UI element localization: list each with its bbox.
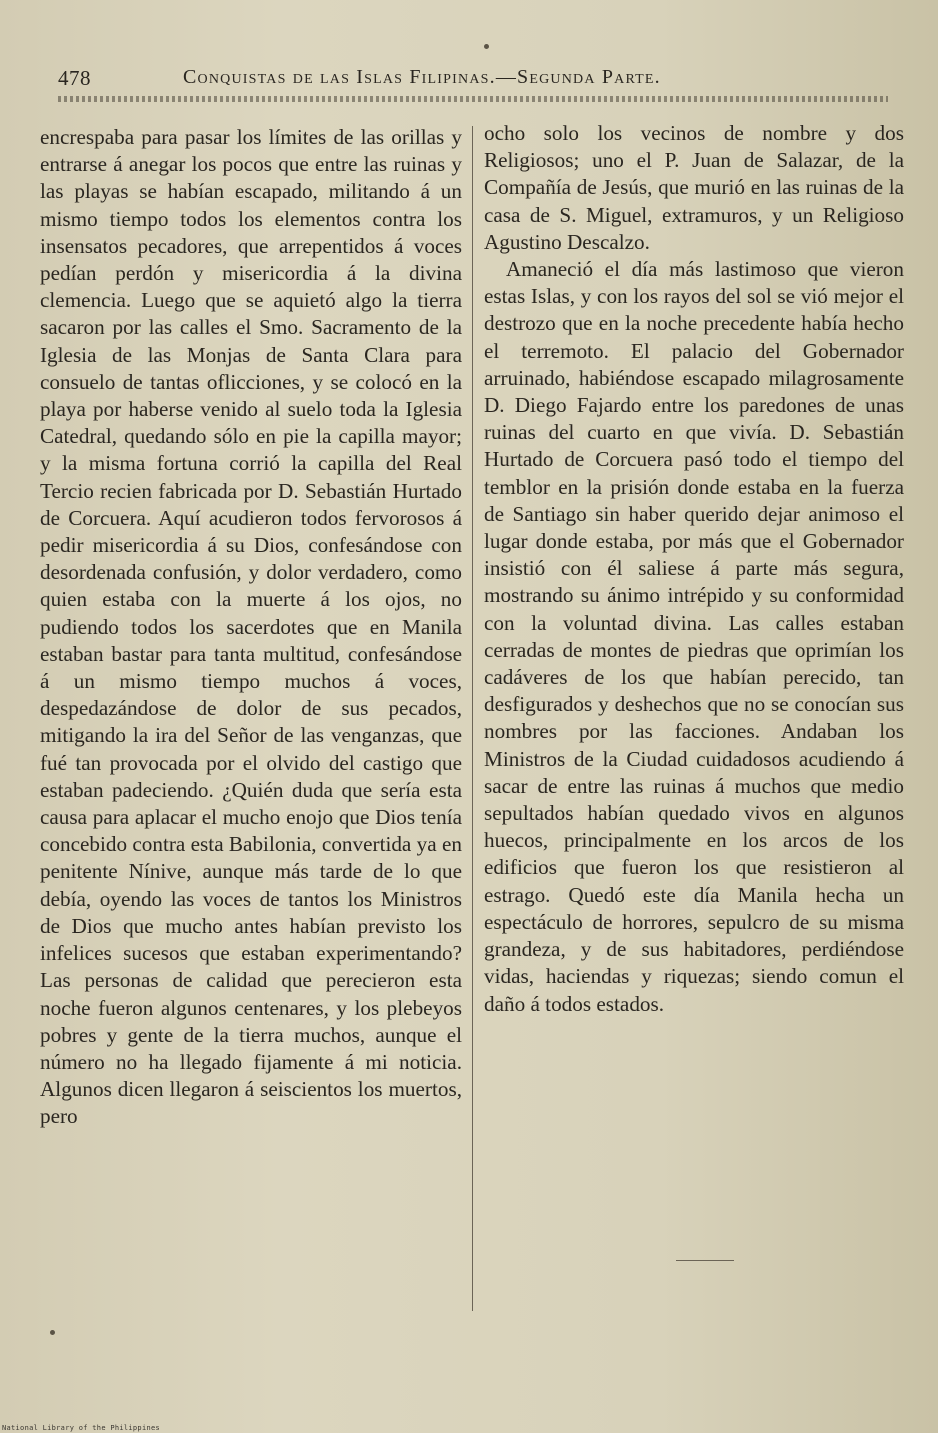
section-end-rule	[676, 1260, 734, 1261]
right-paragraph-1: ocho solo los vecinos de nombre y dos Religiosos; uno el P. Juan de Salazar, de la Compañía de Jesús, que murió en las ruinas de la casa de S. Miguel, extramuros, y un Religioso Agustino Descalzo.	[484, 121, 904, 254]
left-paragraph-1: encrespaba para pasar los límites de las orillas y entrarse á anegar los pocos que entre las ruinas y las playas se habían escapado, militando á un mismo tiempo todos los elementos contra los insensatos pecadores, que arrepentidos á voces pedían perdón y misericordia á la divina clemencia. Luego que se aquietó algo la tierra sacaron por las calles el Smo. Sacramento de la Iglesia de las Monjas de Santa Clara para consuelo de tantas oflicciones, y se colocó en la playa por haberse venido al suelo toda la Iglesia Catedral, quedando sólo en pie la capilla mayor; y la misma fortuna corrió la capilla del Real Tercio recien fabricada por D. Sebastián Hurtado de Corcuera. Aquí acudieron todos fervorosos á pedir misericordia á su Dios, confesándose con desordenada confusión, y dolor verdadero, como quien estaba con la muerte á los ojos, no pudiendo todos los sacerdotes que en Manila estaban bastar para tanta multitud, confesándose á un mismo tiempo muchos á voces, despedazándose de dolor de sus pecados, mitigando la ira del Señor de las venganzas, que fué tan provocada por el olvido del castigo que estaban padeciendo. ¿Quién duda que sería esta causa para aplacar el mucho enojo que Dios tenía concebido contra esta Babilonia, convertida ya en penitente Nínive, aunque más tarde de lo que debía, oyendo las voces de tantos los Ministros de Dios que mucho antes habían previsto los infelices sucesos que estaban experimentando? Las personas de calidad que perecieron esta noche fueron algunos centenares, y los plebeyos pobres y gente de la tierra muchos, aunque el número no ha llegado fijamente á mi noticia. Algunos dicen llegaron á seiscientos los muertos, pero	[40, 125, 462, 1129]
page-header	[58, 62, 888, 98]
library-credit: National Library of the Philippines	[2, 1424, 161, 1432]
page-number: 478	[58, 66, 91, 90]
header-rule	[58, 96, 888, 102]
ink-speck	[484, 44, 489, 49]
right-column	[484, 120, 904, 1018]
running-title: Conquistas de las Islas Filipinas.—Segunda Parte.	[183, 66, 661, 88]
column-divider	[472, 126, 473, 1311]
ink-speck	[50, 1330, 55, 1335]
left-column	[40, 124, 462, 1131]
right-paragraph-2: Amaneció el día más lastimoso que vieron estas Islas, y con los rayos del sol se vió mejor el destrozo que en la noche precedente había hecho el terremoto. El palacio del Gobernador arruinado, habiéndose escapado milagrosamente D. Diego Fajardo entre los paredones de unas ruinas del cuarto en que vivía. D. Sebastián Hurtado de Corcuera pasó todo el tiempo del temblor en la prisión donde estaba en la fuerza de Santiago sin haber querido dejar animoso el lugar donde estaba, por más que el Gobernador insistió con él saliese á parte más segura, mostrando su ánimo intrépido y su conformidad con la voluntad divina. Las calles estaban cerradas de montes de piedras que oprimían los cadáveres de los que habían perecido, tan desfigurados y deshechos que no se conocían sus nombres por las facciones. Andaban los Ministros de la Ciudad cuidadosos acudiendo á sacar de entre las ruinas á muchos que medio sepultados habían quedado vivos en algunos huecos, principalmente en los arcos de los edificios que fueron los que resistieron al estrago. Quedó este día Manila hecha un espectáculo de horrores, sepulcro de su misma grandeza, y de sus habitadores, perdiéndose vidas, haciendas y riquezas; siendo comun el daño á todos estados.	[484, 257, 904, 1016]
